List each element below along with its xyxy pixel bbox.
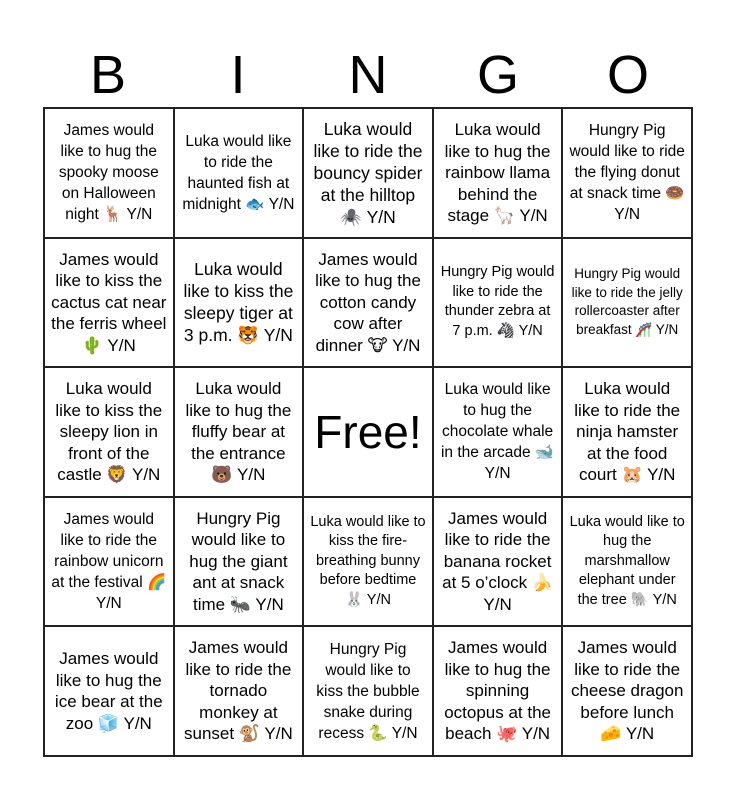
bingo-cell[interactable] (174, 108, 304, 238)
cell-text: Hungry Pig would like to ride the thunder zebra at 7 p.m. 🦓 Y/N (440, 264, 555, 339)
header-letter-g: G (476, 45, 519, 105)
header-letter-b: B (89, 45, 127, 105)
cell-text: Hungry Pig would like to hug the giant ant at snack time 🐜 Y/N (189, 508, 288, 614)
cell-text: Luka would like to hug the fluffy bear at the entrance 🐻 Y/N (185, 379, 292, 485)
header-letter-n: N (348, 45, 388, 105)
bingo-cell[interactable] (433, 626, 563, 756)
cell-text: Luka would like to hug the rainbow llama behind the stage 🦙 Y/N (444, 120, 551, 226)
cell-text: Luka would like to kiss the fire-breathing bunny before bedtime 🐰 Y/N (310, 513, 426, 608)
bingo-cell[interactable] (174, 626, 304, 756)
bingo-cell[interactable] (174, 238, 304, 368)
bingo-cell[interactable] (303, 497, 433, 627)
cell-text: James would like to hug the cotton candy cow after dinner 🐮 Y/N (315, 249, 421, 355)
cell-text: Hungry Pig would like to ride the flying donut at snack time 🍩 Y/N (569, 122, 685, 224)
cell-text: James would like to ride the cheese dragon before lunch 🧀 Y/N (570, 638, 684, 744)
bingo-cell[interactable] (433, 108, 563, 238)
cell-text: James would like to hug the spinning octopus at the beach 🐙 Y/N (444, 638, 551, 744)
bingo-cell[interactable] (433, 497, 563, 627)
bingo-cell[interactable] (303, 238, 433, 368)
bingo-cell[interactable] (433, 367, 563, 497)
free-space-label: Free! (314, 405, 422, 458)
bingo-header (43, 42, 693, 108)
bingo-cell[interactable] (303, 626, 433, 756)
cell-text: Luka would like to hug the marshmallow elephant under the tree 🐘 Y/N (569, 513, 685, 608)
bingo-cell[interactable] (44, 238, 174, 368)
cell-text: Luka would like to kiss the sleepy lion in front of the castle 🦁 Y/N (55, 379, 163, 485)
cell-text: James would like to hug the spooky moose on Halloween night 🦌 Y/N (58, 122, 159, 224)
cell-text: James would like to ride the banana rocket at 5 o’clock 🍌 Y/N (442, 508, 554, 614)
bingo-cell[interactable] (562, 238, 692, 368)
bingo-cell[interactable] (303, 108, 433, 238)
cell-text: Luka would like to kiss the sleepy tiger at 3 p.m. 🐯 Y/N (183, 259, 294, 346)
bingo-cell[interactable] (562, 497, 692, 627)
cell-text: Hungry Pig would like to ride the jelly rollercoaster after breakfast 🎢 Y/N (571, 266, 683, 337)
bingo-cell[interactable] (44, 108, 174, 238)
bingo-cell[interactable] (44, 367, 174, 497)
free-space[interactable] (303, 367, 433, 497)
bingo-cell[interactable] (433, 238, 563, 368)
cell-text: Hungry Pig would like to kiss the bubble snake during recess 🐍 Y/N (316, 640, 420, 742)
bingo-cell[interactable] (562, 367, 692, 497)
cell-text: James would like to ride the tornado monkey at sunset 🐒 Y/N (184, 638, 293, 744)
bingo-cell[interactable] (562, 108, 692, 238)
bingo-cell[interactable] (174, 497, 304, 627)
cell-text: James would like to ride the rainbow unicorn at the festival 🌈 Y/N (51, 511, 167, 613)
cell-text: Luka would like to ride the haunted fish at midnight 🐟 Y/N (182, 132, 295, 213)
cell-text: James would like to hug the ice bear at the zoo 🧊 Y/N (54, 649, 163, 733)
header-letter-i: I (230, 45, 246, 105)
cell-text: James would like to kiss the cactus cat near the ferris wheel 🌵 Y/N (51, 249, 167, 355)
cell-text: Luka would like to ride the ninja hamster at the food court 🐹 Y/N (574, 379, 681, 485)
cell-text: Luka would like to hug the chocolate whale in the arcade 🐋 Y/N (440, 381, 555, 483)
header-letter-o: O (606, 45, 649, 105)
bingo-card (43, 107, 693, 757)
bingo-cell[interactable] (174, 367, 304, 497)
bingo-cell[interactable] (44, 497, 174, 627)
cell-text: Luka would like to ride the bouncy spider at the hilltop 🕷️ Y/N (313, 118, 423, 227)
bingo-cell[interactable] (44, 626, 174, 756)
bingo-cell[interactable] (562, 626, 692, 756)
